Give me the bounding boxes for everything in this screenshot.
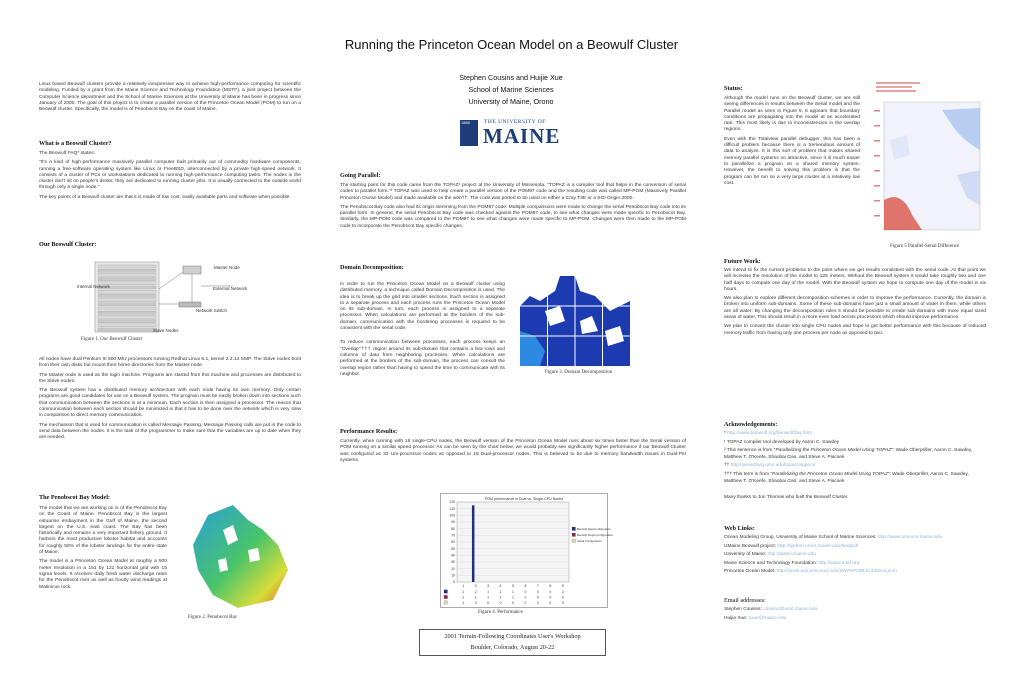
ack-item-5 bbox=[724, 472, 986, 485]
ack-item-2: ¹ TOPAZ compiler tool developed by Aaron C. Sawdey bbox=[724, 439, 840, 445]
decomposition-p2: To reduce communication between processes, each process keeps an "Overlap"††† region around its sub-domain that contains a few rows and columns of data from neighboring processes. When calculations are performed at the borders of the sub-domain, the process can consult the overlap region rather than having to spend the time to communicate with its neighbor. bbox=[340, 340, 505, 377]
table-cell: 0 bbox=[524, 590, 527, 594]
table-cell: 1 bbox=[512, 590, 514, 594]
beowulf-p3: The key points of a Beowulf cluster are that it is made of low cost, easily available parts and software when possible. bbox=[39, 194, 291, 200]
penobscot-text bbox=[39, 506, 167, 594]
slave-node bbox=[98, 324, 156, 327]
figure3-caption: Figure 3. Domain Decomposition bbox=[545, 370, 613, 375]
web-link-url[interactable]: http://www.umeoce.maine.edu bbox=[877, 535, 943, 540]
cluster-diagram-svg bbox=[83, 262, 263, 337]
workshop-line2: Boulder, Colorado, August 20-22 bbox=[470, 644, 555, 651]
ack-5-post: "; Wade Oberpriller, Aaron C. Sawdey, Matthew T. O'Keefe, Shaobai Gao, and Steve A. Piacsek bbox=[724, 471, 969, 484]
table-swatch bbox=[444, 595, 448, 599]
y-tick-label: 120 bbox=[449, 500, 455, 505]
acknowledgements-list bbox=[724, 431, 986, 502]
cluster-p4: The mechanism that is used for communication is called Message Passing. Message Passing calls are put in the code to send data between the nodes. It is the task of the programmer to make sure that the variables are up to date when they are needed. bbox=[39, 422, 301, 441]
web-link-url[interactable]: http://www.umaine.edu bbox=[767, 552, 816, 558]
x-tick-label: 3 bbox=[487, 584, 490, 588]
decomposition-map-svg bbox=[520, 276, 630, 366]
y-tick-label: 90 bbox=[451, 520, 455, 525]
slave-node bbox=[98, 311, 156, 314]
y-tick-label: 110 bbox=[449, 506, 455, 511]
web-link-url[interactable]: http://www.mstf.org bbox=[818, 560, 860, 566]
slave-node bbox=[98, 299, 156, 302]
cluster-p2: The Master node is used as the login machine. Programs are started from this machine and processes are distributed to the Slave nodes. bbox=[39, 372, 301, 384]
ack-3-pre: ² This sentence is from " bbox=[724, 448, 776, 454]
ack-thanks: Many thanks to Jon Thomas who built the Beowulf Cluster. bbox=[724, 495, 849, 501]
workshop-box bbox=[419, 629, 606, 656]
web-link-item bbox=[724, 552, 986, 559]
ack-5-title: Parallelizing the Princeton Ocean Model Using TOPAZ bbox=[772, 471, 888, 477]
y-tick-label: 30 bbox=[451, 560, 455, 565]
logo-main-text: MAINE bbox=[483, 124, 561, 148]
web-link-label: Ocean Modeling Group, University of Maine School of Marine Sciences: bbox=[724, 535, 877, 540]
poster-title: Running the Princeton Ocean Model on a Beowulf Cluster bbox=[344, 37, 679, 52]
y-tick-label: 70 bbox=[451, 533, 455, 538]
x-tick-label: 7 bbox=[536, 584, 539, 588]
table-cell: 0 bbox=[561, 595, 564, 600]
table-cell: 1 bbox=[462, 601, 465, 605]
email-list bbox=[724, 607, 986, 622]
figure1-caption: Figure 1. Our Beowulf Cluster bbox=[81, 337, 143, 342]
table-swatch bbox=[444, 590, 448, 594]
web-link-item bbox=[724, 561, 986, 568]
ack-item-1 bbox=[724, 431, 986, 438]
future-p1: We intend to fix the current problems to the point where we get results consistent with the serial code. At that point we will increase the resolution of the model to 125 meters. Without the Beowulf system it would take roughly two and one half days to compute one day of the model. With the Beowulf system we hope to compute one day of the model in six hours. bbox=[724, 268, 986, 292]
performance-heading: Performance Results: bbox=[340, 428, 398, 435]
ack-5-pre: ††† This term is from " bbox=[724, 471, 772, 477]
email-address[interactable]: cousins@umit.maine.edu bbox=[763, 607, 818, 612]
table-cell: 0 bbox=[524, 601, 527, 605]
future-p3: We plan to convert the cluster into single CPU nodes and hope to get better performance with this because of reduced memory traffic from having only one process per node as opposed to two. bbox=[724, 324, 986, 336]
slave-node bbox=[98, 290, 156, 293]
web-link-label: UMaine Beowulf project: bbox=[724, 543, 776, 549]
decomposition-heading: Domain Decomposition: bbox=[340, 264, 404, 271]
ack-item-3 bbox=[724, 448, 986, 461]
web-link-url[interactable]: http://www.aos.princeton.edu/WWWPUBLIC/htdocs.pom bbox=[776, 569, 897, 575]
future-p2: We also plan to explore different decomposition schemes in order to improve the performance. Currently, the domain is broken into uniform sub-domains. Some of these sub-domains have just a small amount of water in them, while others are all water. By changing the decomposition rules it should be possible to create sub-domains with more equal sized areas of water. This should result in a more even load across processors which should improve performance. bbox=[724, 296, 986, 321]
beowulf-p2: "It's a kind of high-performance massively parallel computer built primarily out of commodity hardware components, running a free-software operating system like Linux or FreeBSD, interconnected by a private high-speed network. It consists of a cluster of PCs or workstations dedicated to running high-performance computing tasks. The nodes in the cluster don't sit on people's desks; they are dedicated to running cluster jobs. It is usually connected to the outside world through only a single node." bbox=[39, 160, 301, 191]
slave-node bbox=[98, 303, 156, 306]
table-cell: 0 bbox=[512, 601, 514, 605]
y-tick-label: 100 bbox=[449, 513, 455, 518]
table-cell: 0 bbox=[499, 601, 502, 605]
table-cell: 0 bbox=[474, 601, 477, 605]
author-university: University of Maine, Orono bbox=[468, 97, 554, 106]
author-names: Stephen Cousins and Huijie Xue bbox=[459, 73, 563, 82]
status-heading: Status: bbox=[724, 85, 743, 92]
figure2-caption: Figure 2. Penobscot Bay bbox=[188, 615, 238, 620]
cluster-p3: The Beowulf system has a distributed memory architecture with each node having its own memory. Only certain programs are good candidates for use on a Beowulf system. The program must be easily broken down into sections such that communication between the sections is at a minimum. Each section is then assigned a processor. The reason that communication between each section should be minimized is that it has to be done over the network which is very slow in comparison to direct memory communication. bbox=[39, 388, 301, 419]
x-tick-label: 8 bbox=[549, 584, 552, 588]
status-p2: Even with the Totalview parallel debugger, this has been a difficult problem because there is a tremendous amount of data to analyze. It is this sort of problem that makes shared memory parallel systems so attractive, since it is much easier to parallelize a program on a shared memory system. However, the benefit to solving this problem is that the program can be run on a very large cluster at a relatively low cost. bbox=[724, 136, 860, 186]
status-p1: Although the model runs on the Beowulf cluster, we are still seeing differences in results between the Serial model and the Parallel model as seen in Figure 5. It appears that boundary conditions are propagating into the model at an accelerated rate. This most likely is due to inconsistencies in the overlap regions. bbox=[724, 96, 860, 133]
y-tick-label: 60 bbox=[451, 540, 455, 545]
ack-1-mark: * bbox=[724, 431, 726, 436]
slave-node bbox=[98, 320, 156, 323]
workshop-line1: 2001 Terrain-Following Coordinates User's Workshop bbox=[444, 633, 581, 640]
ack-4-mark: †† bbox=[724, 463, 730, 469]
legend-entry: Beowulf Dual Configuration bbox=[577, 527, 611, 531]
intro-text: Linux based Beowulf clusters provide a relatively inexpensive way to achieve high-performance computing for scientific modeling. Funded by a grant from the Maine Science and Technology Foundation (MSTF), a joint project between the Computer Science department and the School of Marine Sciences at the University of Maine has been in progress since January of 2000. The goal of this project is to create a parallel version of the Princeton Ocean Model (POM) to run on a Beowulf cluster. Specifically, the model is of Penobscot Bay on the coast of Maine. bbox=[39, 82, 301, 113]
table-cell: 0 bbox=[524, 595, 527, 600]
web-link-label: Maine Science and Technology Foundation: bbox=[724, 560, 817, 566]
cluster-text bbox=[39, 357, 301, 445]
table-cell: 0 bbox=[536, 601, 539, 605]
going-parallel-text bbox=[340, 183, 686, 233]
performance-chart bbox=[440, 493, 613, 608]
y-tick-label: 50 bbox=[451, 546, 455, 551]
legend-swatch bbox=[572, 533, 576, 537]
web-links-list bbox=[724, 535, 986, 578]
y-tick-label: 0 bbox=[453, 580, 455, 585]
y-tick-label: 40 bbox=[451, 553, 455, 558]
web-link-url[interactable]: http://typhon.umcs.maine.edu/beowulf bbox=[777, 543, 859, 549]
author-school: School of Marine Sciences bbox=[468, 85, 554, 94]
slave-node bbox=[98, 273, 156, 276]
x-tick-label: 2 bbox=[474, 584, 477, 588]
future-text bbox=[724, 268, 986, 340]
table-cell: 0 bbox=[536, 590, 539, 594]
beowulf-text bbox=[39, 151, 301, 204]
penobscot-p2: The model is a Princeton Ocean Model at roughly a 500 meter resolution in a 151 by 121 horizontal grid with 15 sigma levels. It receives daily fresh water discharge rates for the Penobscot river as well as hourly wind readings at Matinicus rock. bbox=[39, 559, 167, 590]
x-tick-label: 5 bbox=[512, 584, 514, 588]
table-cell: 1 bbox=[474, 595, 477, 600]
authors-block bbox=[420, 72, 602, 108]
x-tick-label: 4 bbox=[499, 584, 502, 588]
slave-node bbox=[98, 269, 156, 272]
label-internal-network: Internal Network bbox=[77, 284, 110, 289]
table-cell: 0 bbox=[561, 601, 564, 605]
ack-3-title: Parallelizing the Princeton Ocean Model Using TOPAZ bbox=[775, 448, 892, 454]
web-link-item bbox=[724, 535, 986, 542]
table-cell: 2 bbox=[561, 590, 564, 594]
email-label: Huijie Xue: bbox=[724, 615, 748, 621]
performance-text: Currently, when running with 16 single-CPU nodes, the Beowulf version of the Princeton Ocean Model runs about six times faster than the Serial version of POM running on a similar speed processor. As can be seen by the chart below, we would probably see significantly higher performance if our Beowulf Cluster was configured as 32 Uni-processor nodes as opposed to 16 Dual-processor nodes. This is believed to be due to memory bandwidth issues in Dual-PIII systems. bbox=[340, 439, 686, 463]
email-heading: Email addresses: bbox=[724, 597, 766, 604]
decomposition-map bbox=[520, 276, 630, 366]
label-master-node: Master Node bbox=[214, 265, 240, 270]
table-cell: 2 bbox=[474, 590, 477, 594]
slave-node bbox=[98, 328, 156, 331]
decomposition-text bbox=[340, 282, 505, 381]
ack-4-link[interactable]: http://www.borg.umn.edu/topaz/mppom/ bbox=[730, 463, 816, 469]
table-cell: 0 bbox=[549, 595, 552, 600]
umaine-logo bbox=[460, 118, 565, 148]
label-slave-nodes: Slave Nodes bbox=[153, 328, 179, 333]
label-network-switch: Network Switch bbox=[196, 308, 228, 313]
legend-swatch bbox=[572, 539, 576, 543]
web-link-item bbox=[724, 569, 986, 576]
penobscot-heading: The Penobscot Bay Model: bbox=[39, 494, 110, 501]
status-text bbox=[724, 96, 860, 190]
going-parallel-p2: The Penobscot Bay code also had its origin stemming from the POM97 code. Multiple comparisons were made to change the serial Penobscot Bay code into its parallel form. In general, the serial Penobscot Bay code was checked against the POM97 code, to see what changes were made specific to Penobscot Bay. Similarly, the MP-POM code was compared to the POM97 to see what changes were made specific to MP-POM. Changes were then made to the MP-POM code to incorporate the Penobscot Bay specific changes. bbox=[340, 204, 686, 229]
email-item bbox=[724, 616, 986, 623]
logo-year: 1865 bbox=[461, 120, 470, 125]
logo-top-text: THE UNIVERSITY OF bbox=[484, 119, 546, 125]
bar bbox=[472, 505, 474, 582]
penobscot-p1: The model that we are working on is of the Penobscot Bay on the Coast of Maine. Penobscot Bay is the largest estuarine embayment in the Gulf of Maine, the second largest on the U.S. east coast. The Bay has been historically and remains a very important fishery ground. It harbors the most productive lobster habitat and accounts for roughly 50% of the lobster landings for the entire state of Maine. bbox=[39, 506, 167, 556]
slave-node bbox=[98, 278, 156, 281]
slave-node bbox=[98, 265, 156, 268]
table-cell: 1 bbox=[499, 595, 502, 600]
table-cell: 0 bbox=[536, 595, 539, 600]
y-tick-label: 80 bbox=[451, 526, 455, 531]
web-link-label: Princeton Ocean Model: bbox=[724, 569, 776, 575]
legend-entry: Beowulf Single Configuration bbox=[577, 533, 613, 537]
table-cell: 1 bbox=[487, 595, 490, 600]
email-item bbox=[724, 607, 986, 614]
figure4-caption: Figure 4. Performance bbox=[478, 610, 523, 615]
going-parallel-heading: Going Parallel: bbox=[340, 172, 381, 179]
slave-node bbox=[98, 294, 156, 297]
going-parallel-p1: The starting point for this code came from the TOPAZ¹ project at the University of Minnesota. "TOPAZ is a compiler tool that helps in the conversion of serial codes to parallel form."² TOPAZ was used to help create a parallel version of the POM97 code and the resulting code was called MP-POM (Massively Parallel Princeton Ocean Model) and made available on the web††. The code was ported to be used on either a Cray T3E or a SGI Origin 2000. bbox=[340, 183, 686, 201]
y-tick-label: 20 bbox=[451, 566, 455, 571]
slave-node bbox=[98, 307, 156, 310]
table-cell: 1 bbox=[512, 595, 514, 600]
web-links-heading: Web Links: bbox=[724, 525, 755, 532]
table-cell: 1 bbox=[462, 590, 465, 594]
ack-1-link[interactable]: http://www.beowulf.org/beowulf/faq.html bbox=[727, 431, 812, 436]
table-cell: 1 bbox=[487, 590, 490, 594]
table-cell: 0 bbox=[549, 601, 552, 605]
table-swatch bbox=[444, 601, 448, 605]
x-tick-label: 9 bbox=[561, 584, 564, 588]
legend-entry: Serial Configuration bbox=[577, 539, 602, 543]
table-cell: 1 bbox=[462, 595, 465, 600]
x-tick-label: 1 bbox=[462, 584, 465, 588]
label-external-network: External Network bbox=[213, 286, 248, 291]
ack-3-post: "; Wade Oberpriller, Aaron C. Sawdey, Matthew T. O'Keefe, Shaobai Gao, and Steve A. Piacsek bbox=[724, 448, 973, 460]
slave-node bbox=[98, 315, 156, 318]
chart-title: POM performance in Dual vs. Single-CPU Nodes bbox=[484, 497, 564, 501]
table-cell: 0 bbox=[549, 590, 552, 594]
future-heading: Future Work: bbox=[724, 258, 761, 265]
network-switch bbox=[179, 302, 201, 307]
difference-map bbox=[872, 80, 987, 238]
cluster-p1: All nodes have dual Pentium III 600 Mhz processors running Redhat Linux 6.1, kernel 2.2.14 SMP. The Slave nodes boot from their own disks but mount their home directories from the Master node. bbox=[39, 357, 301, 369]
penobscot-map-svg bbox=[178, 500, 298, 612]
y-tick-label: 10 bbox=[451, 573, 455, 578]
ack-item-4 bbox=[724, 463, 986, 470]
web-link-item bbox=[724, 544, 986, 551]
beowulf-heading: What is a Beowulf Cluster? bbox=[39, 140, 112, 147]
figure5-caption: Figure 5 Parallel-Serial Difference bbox=[890, 244, 960, 249]
cluster-diagram bbox=[77, 262, 263, 337]
x-tick-label: 6 bbox=[524, 584, 527, 588]
difference-map-svg bbox=[872, 80, 987, 238]
table-cell: 1 bbox=[499, 590, 502, 594]
master-node bbox=[183, 266, 201, 274]
decomposition-p1: In order to run the Princeton Ocean Model on a Beowulf cluster using distributed memory, a technique called Domain Decomposition is used. The idea is to break up the grid into smaller sections. Each section is assigned to a separate process and each process runs the Princeton Ocean Model on its sub-domain. In turn, each process is assigned to a separate processor. When calculations are performed at the borders of the sub-domain, communication with the bordering processes is required to be consistent with the serial code. bbox=[340, 282, 505, 332]
penobscot-map bbox=[178, 500, 298, 612]
acknowledgements-heading: Acknowledgements: bbox=[724, 421, 778, 428]
email-label: Stephen Cousins: bbox=[724, 607, 762, 612]
performance-chart-svg bbox=[441, 494, 613, 607]
our-cluster-heading: Our Beowulf Cluster: bbox=[39, 241, 97, 248]
legend-swatch bbox=[572, 527, 576, 531]
slave-node-rack bbox=[95, 262, 159, 332]
web-link-label: University of Maine: bbox=[724, 552, 767, 558]
email-address[interactable]: hxue@maine.edu bbox=[748, 615, 787, 621]
beowulf-p1: The Beowulf FAQ* states: bbox=[39, 151, 95, 156]
table-cell: 0 bbox=[487, 601, 490, 605]
